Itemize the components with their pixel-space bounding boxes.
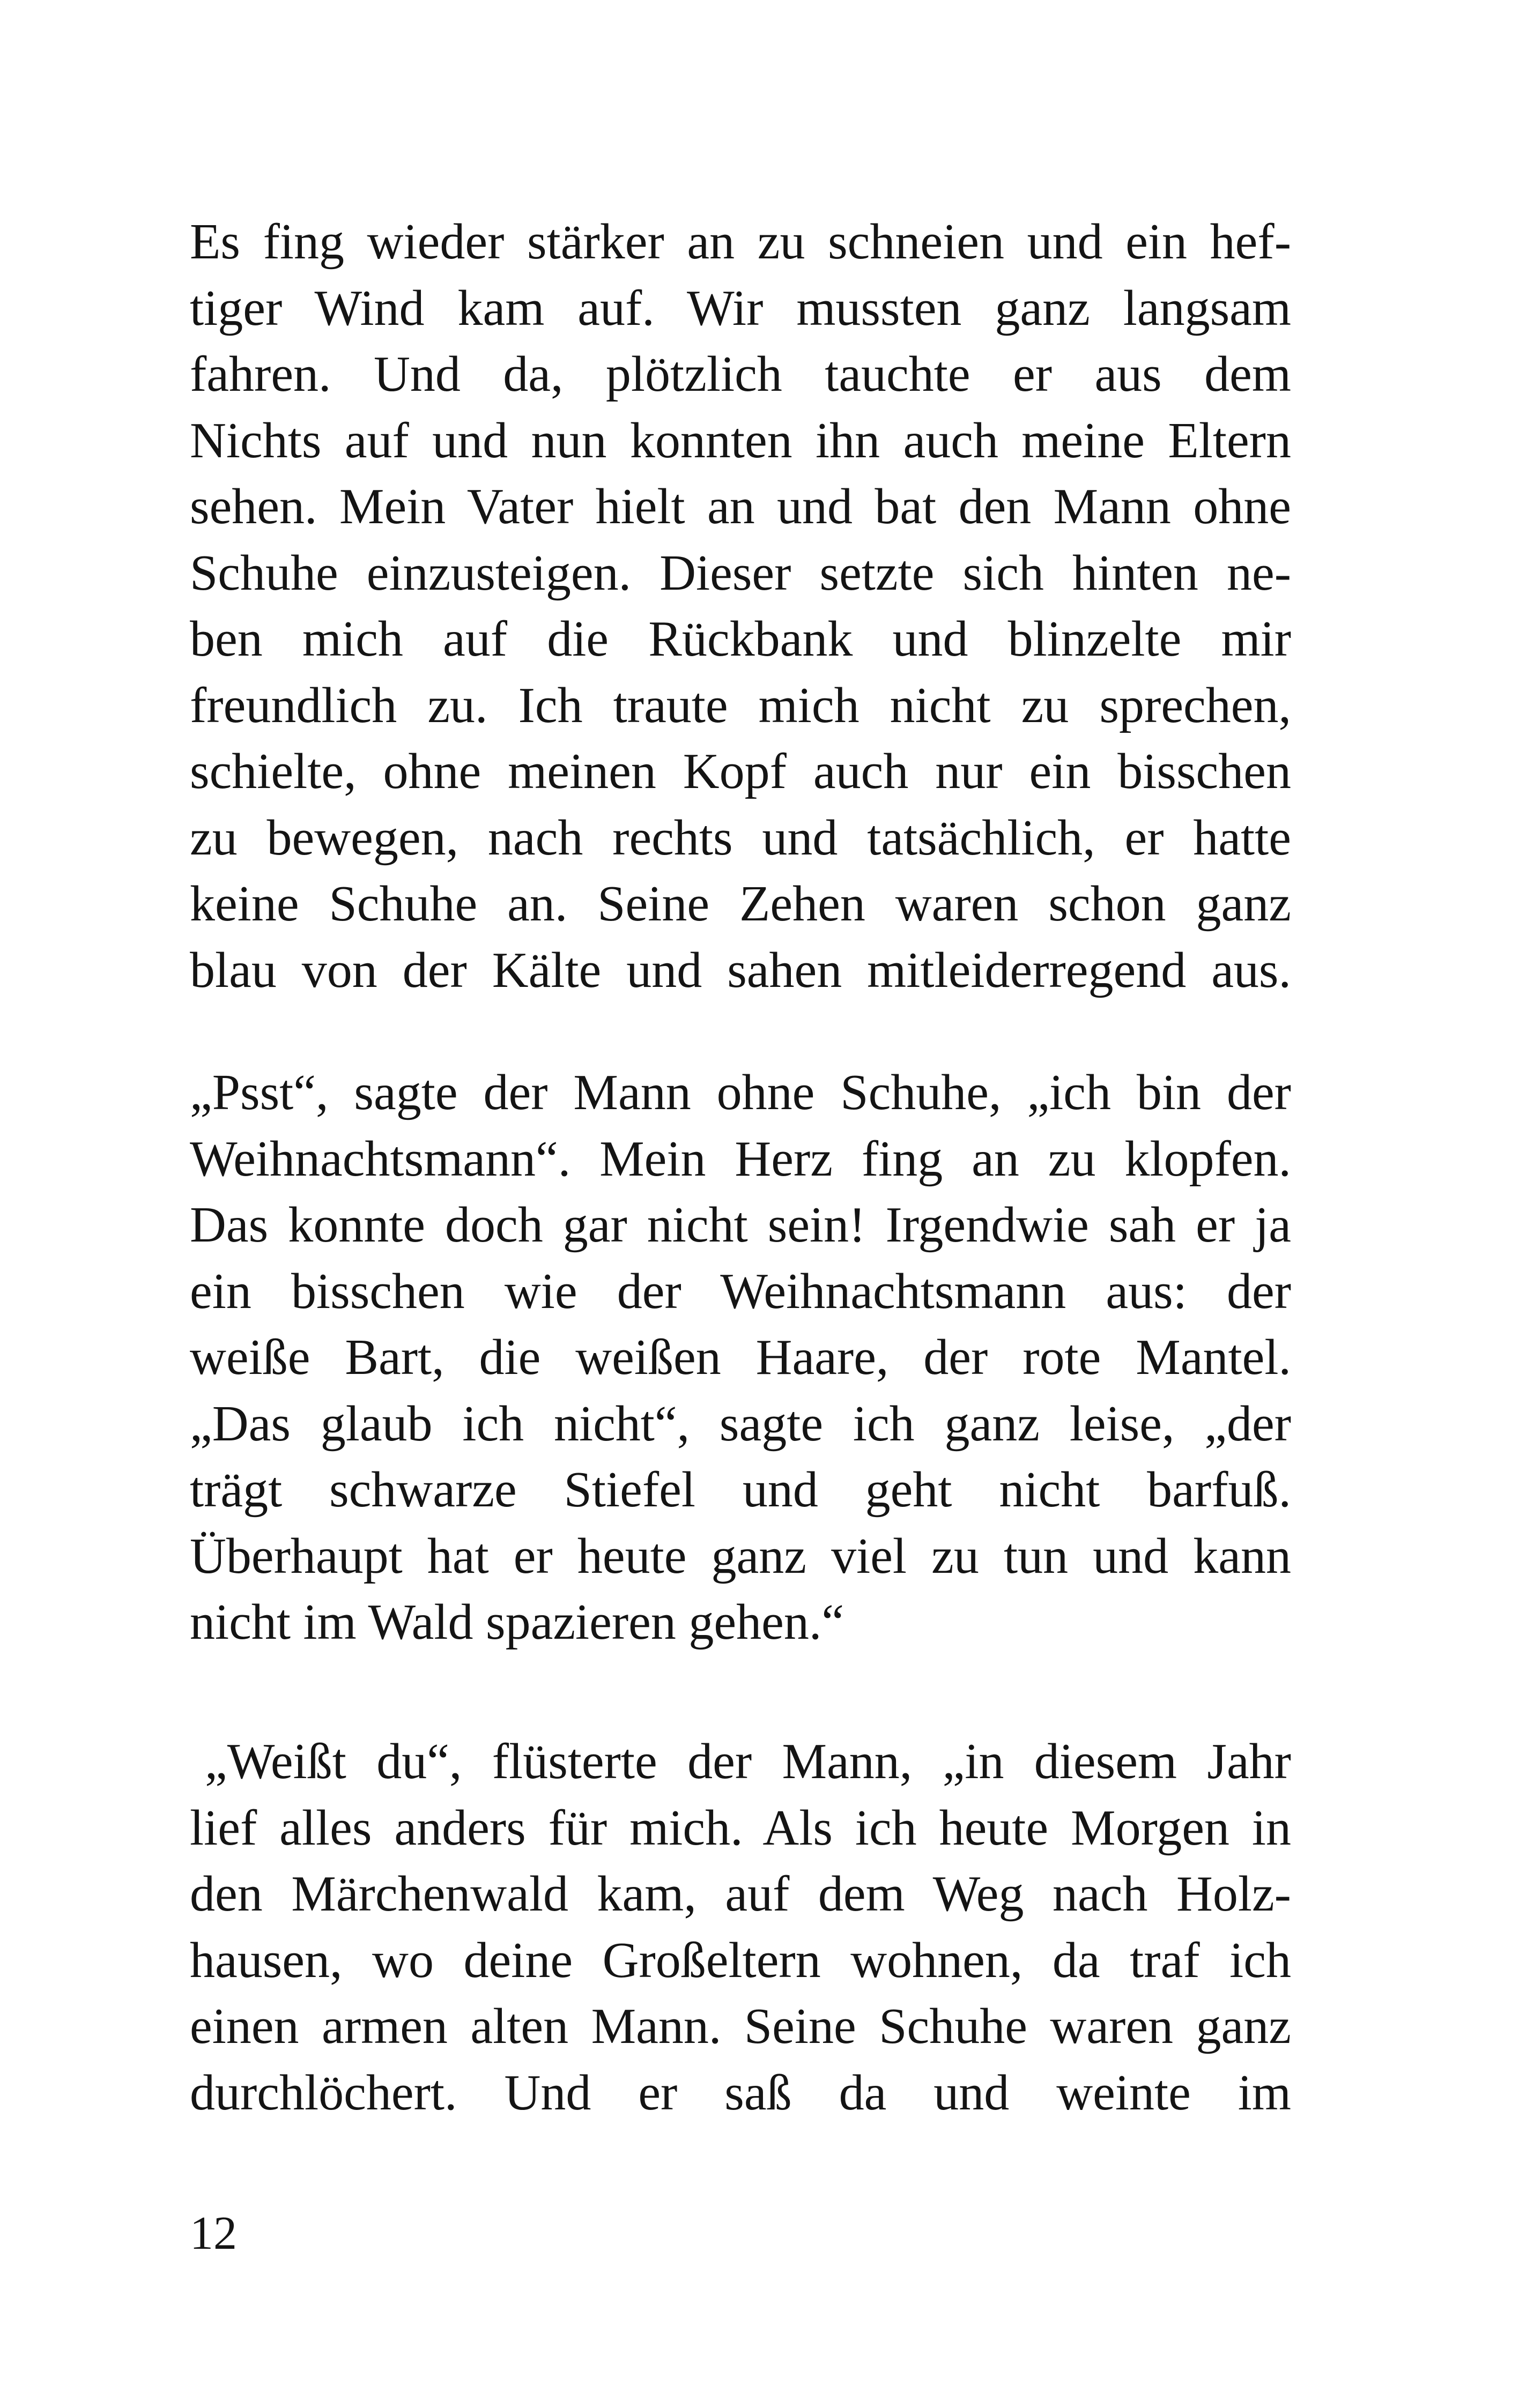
text-line: durchlöchert. Und er saß da und weinte im [190, 2064, 1291, 2121]
text-line: sehen. Mein Vater hielt an und bat den Mann ohne [190, 479, 1291, 534]
text-line: „Psst“, sagte der Mann ohne Schuhe, „ich bin der [190, 1065, 1291, 1120]
text-line: Schuhe einzusteigen. Dieser setzte sich hinten ne- [190, 545, 1291, 601]
text-line: trägt schwarze Stiefel und geht nicht barfuß. [190, 1462, 1291, 1518]
text-line: „Weißt du“, flüsterte der Mann, „in diesem Jahr [205, 1734, 1291, 1789]
text-line: ben mich auf die Rückbank und blinzelte mir [190, 611, 1291, 667]
paragraph-3 [190, 1729, 1291, 2126]
text-line: Weihnachtsmann“. Mein Herz fing an zu klopfen. [190, 1131, 1291, 1187]
text-line: Nichts auf und nun konnten ihn auch meine Eltern [190, 412, 1291, 469]
paragraph-2 [190, 1060, 1291, 1656]
text-line: den Märchenwald kam, auf dem Weg nach Holz- [190, 1866, 1291, 1922]
text-line: „Das glaub ich nicht“, sagte ich ganz leise, „der [190, 1395, 1291, 1452]
text-line: blau von der Kälte und sahen mitleiderregend aus. [190, 942, 1291, 998]
text-line: Es fing wieder stärker an zu schneien und ein hef- [190, 214, 1291, 270]
paragraph-1 [190, 209, 1291, 1004]
text-line: lief alles anders für mich. Als ich heute Morgen in [190, 1800, 1291, 1856]
text-line: zu bewegen, nach rechts und tatsächlich, er hatte [190, 809, 1291, 866]
text-line: tiger Wind kam auf. Wir mussten ganz langsam [190, 280, 1291, 336]
page-number: 12 [190, 2208, 237, 2260]
text-line: Überhaupt hat er heute ganz viel zu tun und kann [190, 1528, 1291, 1584]
text-line: freundlich zu. Ich traute mich nicht zu sprechen, [190, 677, 1291, 733]
text-line: hausen, wo deine Großeltern wohnen, da traf ich [190, 1932, 1291, 1988]
text-line: ein bisschen wie der Weihnachtsmann aus: der [190, 1263, 1291, 1319]
text-line: keine Schuhe an. Seine Zehen waren schon ganz [190, 876, 1291, 932]
text-line: einen armen alten Mann. Seine Schuhe waren ganz [190, 1998, 1291, 2054]
text-line: schielte, ohne meinen Kopf auch nur ein bisschen [190, 744, 1291, 799]
text-line: fahren. Und da, plötzlich tauchte er aus dem [190, 346, 1291, 402]
text-line: Das konnte doch gar nicht sein! Irgendwie sah er ja [190, 1197, 1291, 1253]
text-line: nicht im Wald spazieren gehen.“ [190, 1594, 844, 1650]
text-line: weiße Bart, die weißen Haare, der rote Mantel. [190, 1329, 1291, 1385]
